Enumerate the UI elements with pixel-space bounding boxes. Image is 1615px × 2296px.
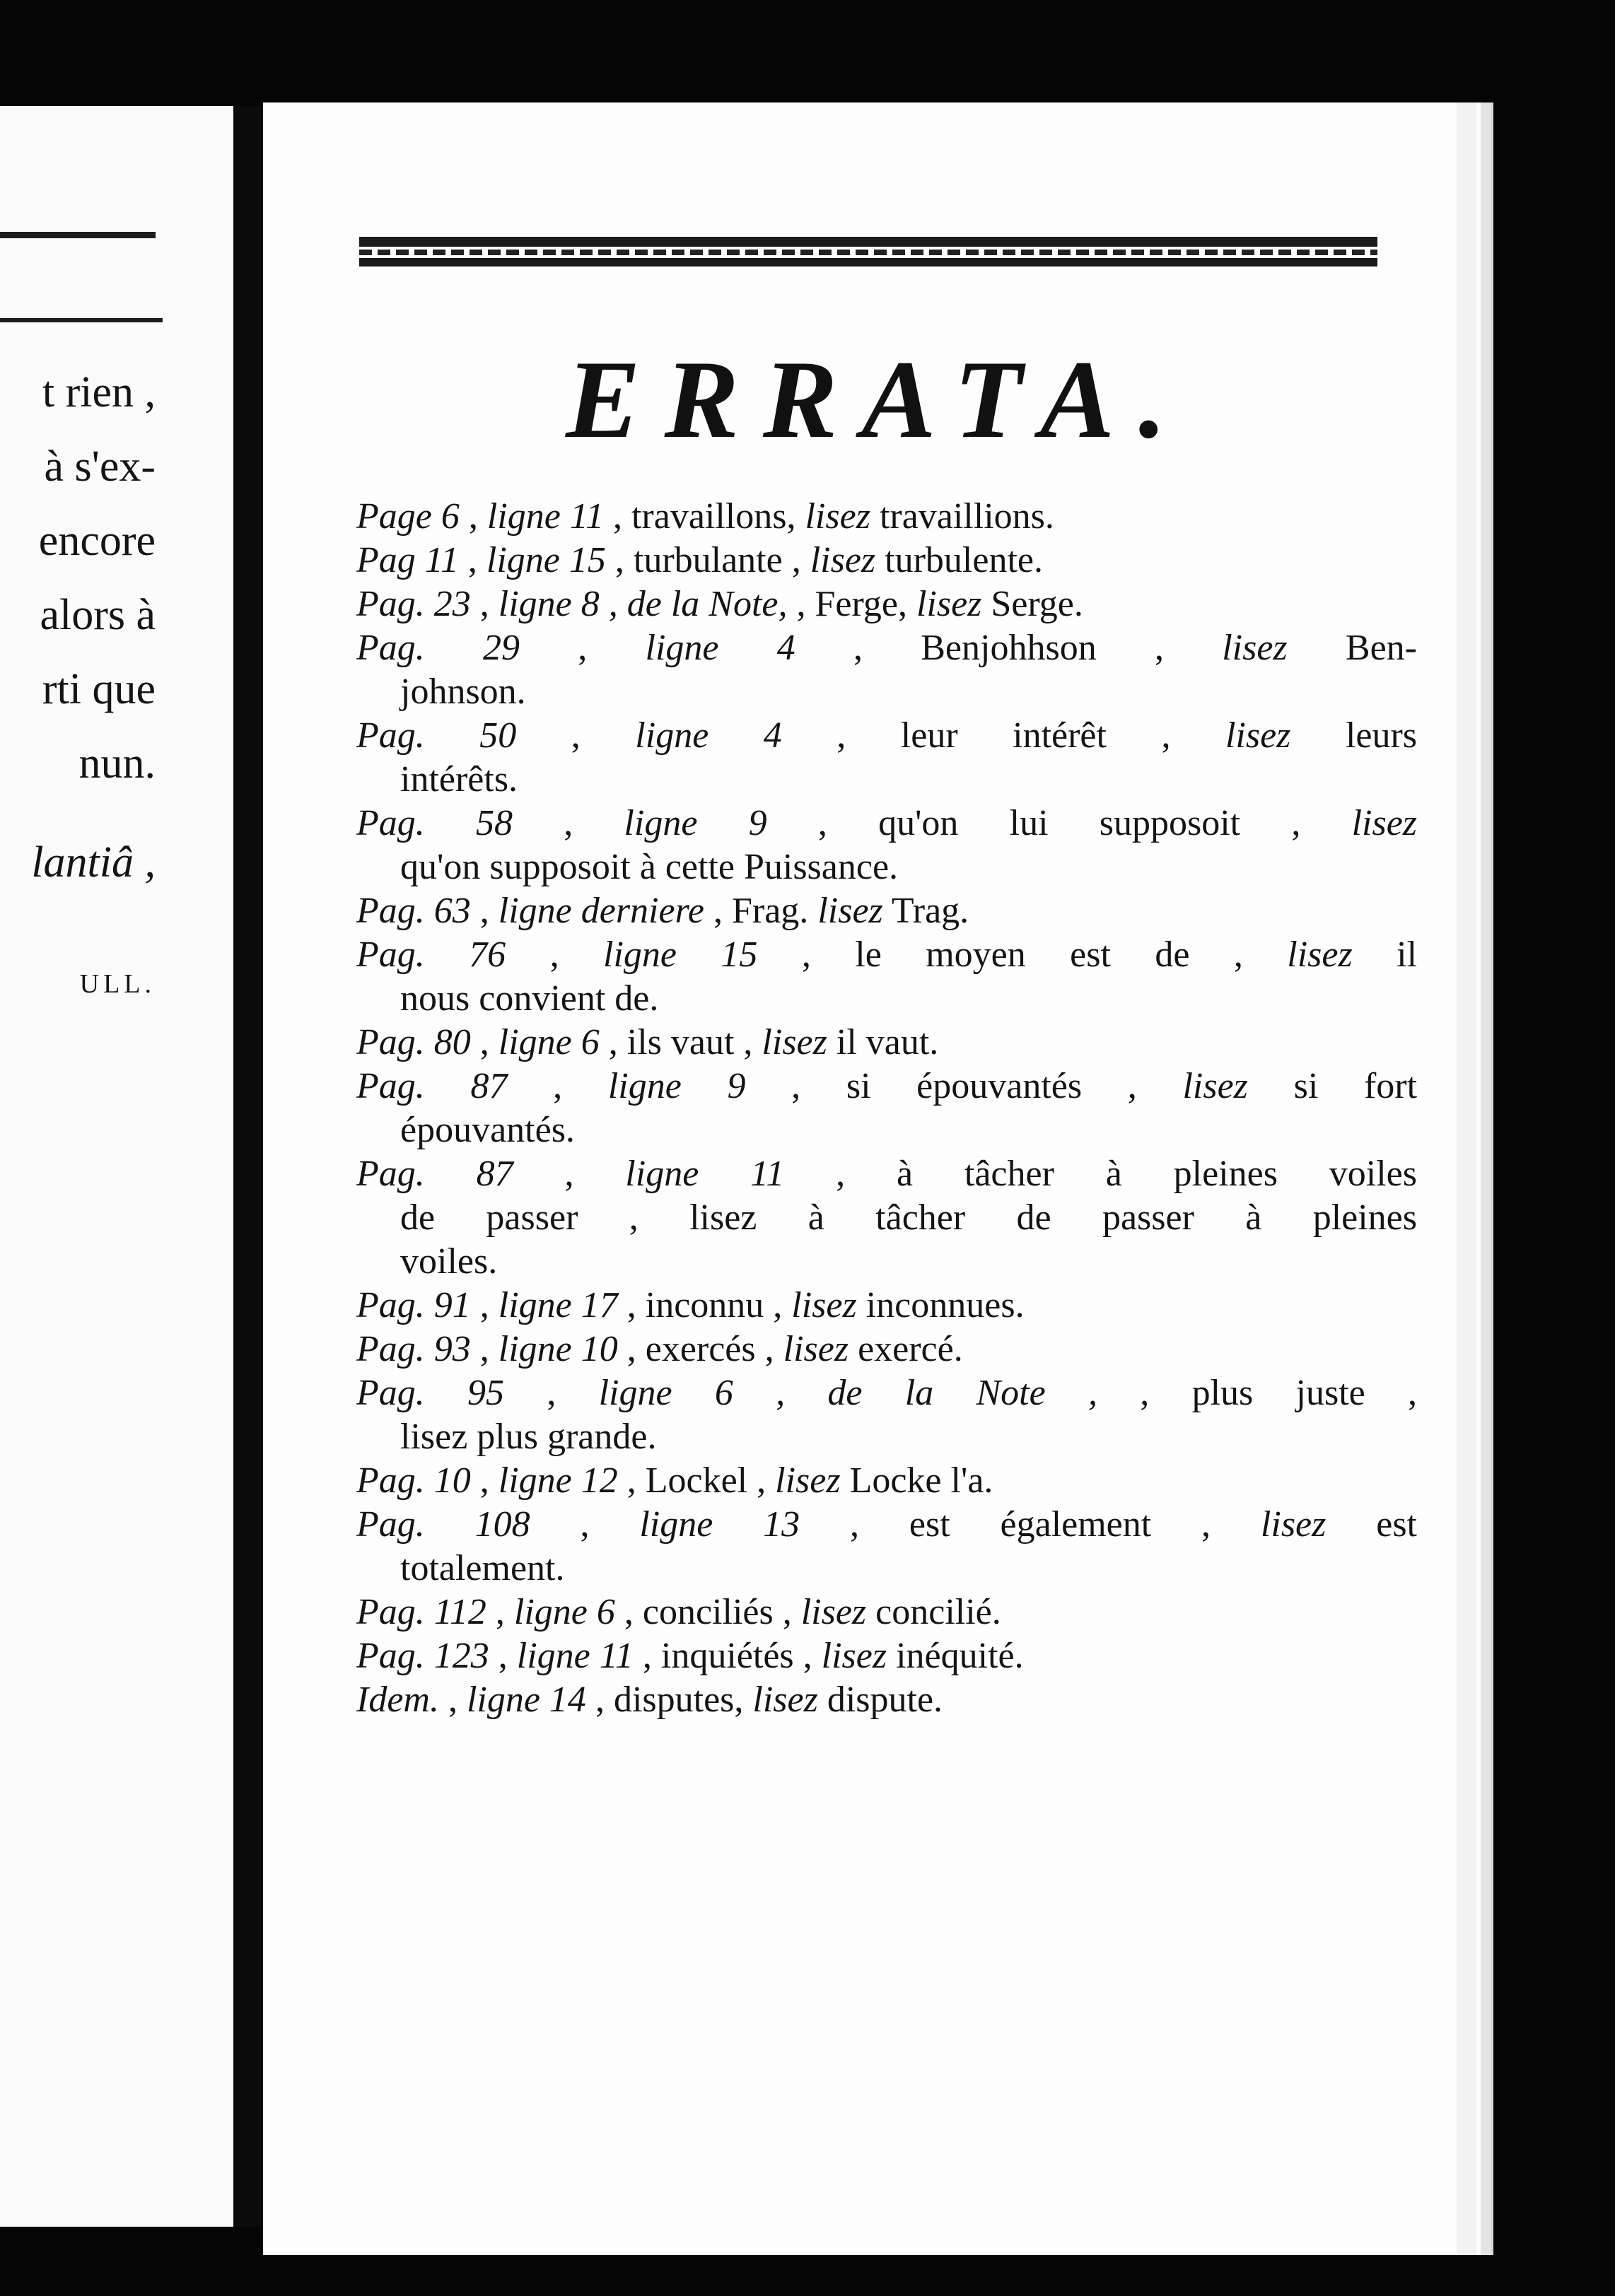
errata-error-text: disputes,	[613, 1680, 753, 1720]
errata-entry: Idem. , ligne 14 , disputes, lisez dispute.	[356, 1680, 943, 1720]
errata-entry: Pag. 108 , ligne 13 , est également , lisez est totalement.	[356, 1503, 1417, 1591]
errata-error-text: à tâcher à pleines voiles	[896, 1154, 1417, 1194]
errata-entry: Pag. 58 , ligne 9 , qu'on lui supposoit , lisez qu'on supposoit à cette Puissance.	[356, 802, 1417, 889]
errata-error-text: est également ,	[909, 1504, 1261, 1545]
errata-page-ref: Pag. 95	[356, 1373, 505, 1413]
errata-correction: Serge.	[991, 584, 1083, 624]
errata-error-text: leur intérêt ,	[900, 715, 1225, 756]
errata-line-ref: ligne 9	[607, 1066, 746, 1106]
errata-entry: Pag. 23 , ligne 8 , de la Note, , Ferge, lisez Serge.	[356, 584, 1083, 624]
errata-line-ref: ligne 15	[603, 935, 758, 975]
errata-correction: inéquité.	[896, 1636, 1024, 1676]
book-gutter	[233, 106, 262, 2227]
errata-lisez: lisez	[817, 891, 883, 931]
errata-entry: Page 6 , ligne 11 , travaillons, lisez travaillions.	[356, 496, 1054, 537]
errata-page-ref: Pag. 93	[356, 1329, 471, 1369]
left-page-line: encore	[38, 517, 156, 565]
errata-entry: Pag. 95 , ligne 6 , de la Note , , plus juste , lisez plus grande.	[356, 1371, 1417, 1459]
errata-correction: Locke l'a.	[849, 1460, 993, 1501]
errata-lisez: lisez	[800, 1592, 867, 1632]
errata-continuation: johnson.	[400, 672, 526, 712]
errata-entry: Pag 11 , ligne 15 , turbulante , lisez turbulente.	[356, 540, 1043, 580]
errata-page-ref: Pag 11	[356, 540, 459, 580]
errata-correction: Ben-	[1345, 628, 1417, 668]
errata-correction: travaillions.	[879, 496, 1054, 537]
errata-continuation: nous convient de.	[400, 978, 659, 1019]
errata-lisez: lisez	[1260, 1504, 1327, 1545]
errata-lisez: lisez	[1222, 628, 1288, 668]
errata-lisez: lisez	[1287, 935, 1353, 975]
errata-line-ref: ligne 8 , de la Note,	[498, 584, 788, 624]
errata-line-ref: ligne 4	[635, 715, 782, 756]
errata-error-text: Frag.	[731, 891, 818, 931]
errata-error-text: le moyen est de ,	[855, 935, 1288, 975]
errata-line-ref: ligne 6	[513, 1592, 615, 1632]
left-page-rule-top	[0, 232, 156, 238]
errata-page-ref: Pag. 87	[356, 1154, 513, 1194]
errata-line-ref: ligne 4	[645, 628, 795, 668]
errata-entry: Pag. 63 , ligne derniere , Frag. lisez Trag.	[356, 891, 969, 931]
errata-continuation: voiles.	[400, 1241, 498, 1282]
errata-error-text: turbulante ,	[633, 540, 810, 580]
errata-error-text: si épouvantés ,	[846, 1066, 1183, 1106]
errata-entry: Pag. 123 , ligne 11 , inquiétés , lisez inéquité.	[356, 1636, 1024, 1676]
errata-entry: Pag. 112 , ligne 6 , conciliés , lisez concilié.	[356, 1592, 1001, 1632]
errata-entry: Pag. 87 , ligne 11 , à tâcher à pleines voiles de passer , lisez à tâcher de passer à pleines voiles.	[356, 1152, 1417, 1284]
errata-error-text: ils vaut ,	[626, 1022, 762, 1062]
left-page-line: rti que	[42, 665, 156, 713]
page-edge	[1481, 102, 1491, 2255]
errata-correction: il vaut.	[836, 1022, 939, 1062]
errata-continuation: épouvantés.	[400, 1110, 575, 1150]
errata-page-ref: Idem.	[356, 1680, 439, 1720]
page-edge	[1457, 102, 1476, 2255]
errata-line-ref: ligne 9	[624, 803, 767, 843]
left-page-signature: ULL.	[79, 969, 156, 999]
errata-line-ref: ligne 15	[486, 540, 606, 580]
page-title: ERRATA.	[566, 338, 1191, 462]
errata-line-ref: ligne 6	[498, 1022, 600, 1062]
errata-error-text: qu'on lui supposoit ,	[878, 803, 1352, 843]
left-page-rule-bottom	[0, 318, 163, 322]
errata-line-ref: ligne 14	[466, 1680, 586, 1720]
errata-line-ref: ligne 10	[498, 1329, 618, 1369]
errata-page-ref: Pag. 80	[356, 1022, 471, 1062]
left-page	[0, 106, 238, 2227]
errata-lisez: lisez	[1182, 1066, 1248, 1106]
errata-lisez: lisez	[821, 1636, 887, 1676]
errata-entry: Pag. 50 , ligne 4 , leur intérêt , lisez leurs intérêts.	[356, 714, 1417, 802]
errata-continuation: lisez plus grande.	[400, 1417, 657, 1457]
errata-error-text: plus juste ,	[1191, 1373, 1418, 1413]
errata-line-ref: ligne 11	[516, 1636, 634, 1676]
errata-line-ref: ligne 13	[639, 1504, 800, 1545]
errata-correction: est	[1376, 1504, 1417, 1545]
errata-page-ref: Pag. 76	[356, 935, 506, 975]
errata-line-ref: ligne 11	[625, 1154, 785, 1194]
errata-page-ref: Pag. 87	[356, 1066, 508, 1106]
errata-correction: inconnues.	[865, 1285, 1025, 1325]
errata-line-ref: ligne 6 , de la Note ,	[598, 1373, 1097, 1413]
left-page-line: lantiâ ,	[31, 838, 156, 886]
errata-correction: Trag.	[891, 891, 969, 931]
left-page-line: à s'ex-	[44, 443, 156, 491]
errata-entry: Pag. 10 , ligne 12 , Lockel , lisez Locke l'a.	[356, 1460, 993, 1501]
errata-correction: exercé.	[858, 1329, 963, 1369]
errata-continuation: totalement.	[400, 1548, 565, 1588]
errata-page-ref: Pag. 91	[356, 1285, 471, 1325]
errata-page-ref: Pag. 23	[356, 584, 471, 624]
errata-error-text: inquiétés ,	[660, 1636, 822, 1676]
errata-page-ref: Pag. 50	[356, 715, 517, 756]
errata-lisez: lisez	[783, 1329, 849, 1369]
errata-list	[356, 495, 1417, 1722]
errata-correction: leurs	[1345, 715, 1418, 756]
errata-page-ref: Pag. 63	[356, 891, 471, 931]
left-page-line: alors à	[40, 591, 156, 639]
errata-lisez: lisez	[916, 584, 982, 624]
errata-entry: Pag. 80 , ligne 6 , ils vaut , lisez il vaut.	[356, 1022, 939, 1062]
errata-continuation: intérêts.	[400, 759, 518, 800]
errata-lisez: lisez	[810, 540, 876, 580]
errata-error-text: exercés ,	[645, 1329, 783, 1369]
errata-page-ref: Pag. 112	[356, 1592, 486, 1632]
errata-lisez: lisez	[791, 1285, 857, 1325]
errata-lisez: lisez	[1351, 803, 1418, 843]
errata-entry: Pag. 93 , ligne 10 , exercés , lisez exercé.	[356, 1329, 963, 1369]
errata-continuation: de passer , lisez à tâcher de passer à pleines	[400, 1197, 1417, 1238]
errata-lisez: lisez	[762, 1022, 827, 1062]
errata-error-text: Benjohhson ,	[921, 628, 1223, 668]
errata-lisez: lisez	[752, 1680, 818, 1720]
errata-entry: Pag. 76 , ligne 15 , le moyen est de , lisez il nous convient de.	[356, 933, 1417, 1021]
errata-lisez: lisez	[775, 1460, 841, 1501]
ornamental-rule	[359, 237, 1377, 268]
errata-line-ref: ligne 11	[486, 496, 604, 537]
errata-correction: dispute.	[827, 1680, 943, 1720]
errata-correction: turbulente.	[885, 540, 1043, 580]
errata-correction: concilié.	[875, 1592, 1001, 1632]
errata-error-text: Lockel ,	[645, 1460, 776, 1501]
errata-error-text: inconnu ,	[645, 1285, 792, 1325]
errata-page-ref: Pag. 123	[356, 1636, 489, 1676]
errata-error-text: conciliés ,	[642, 1592, 801, 1632]
errata-correction: il	[1397, 935, 1418, 975]
errata-line-ref: ligne 12	[498, 1460, 618, 1501]
errata-continuation: qu'on supposoit à cette Puissance.	[400, 847, 899, 887]
errata-page-ref: Pag. 10	[356, 1460, 471, 1501]
errata-page	[263, 102, 1493, 2255]
errata-entry: Pag. 91 , ligne 17 , inconnu , lisez inconnues.	[356, 1285, 1025, 1325]
errata-page-ref: Pag. 108	[356, 1504, 530, 1545]
errata-lisez: lisez	[1225, 715, 1291, 756]
errata-error-text: Ferge,	[815, 584, 916, 624]
errata-page-ref: Page 6	[356, 496, 460, 537]
errata-entry: Pag. 87 , ligne 9 , si épouvantés , lisez si fort épouvantés.	[356, 1065, 1417, 1152]
left-page-line: t rien ,	[42, 368, 156, 416]
errata-correction: si fort	[1293, 1066, 1418, 1106]
left-page-line: nun.	[78, 739, 156, 787]
errata-line-ref: ligne 17	[498, 1285, 618, 1325]
errata-page-ref: Pag. 58	[356, 803, 513, 843]
errata-error-text: travaillons,	[631, 496, 805, 537]
errata-line-ref: ligne derniere	[498, 891, 704, 931]
errata-lisez: lisez	[805, 496, 870, 537]
errata-entry: Pag. 29 , ligne 4 , Benjohhson , lisez Ben- johnson.	[356, 626, 1417, 714]
errata-page-ref: Pag. 29	[356, 628, 520, 668]
